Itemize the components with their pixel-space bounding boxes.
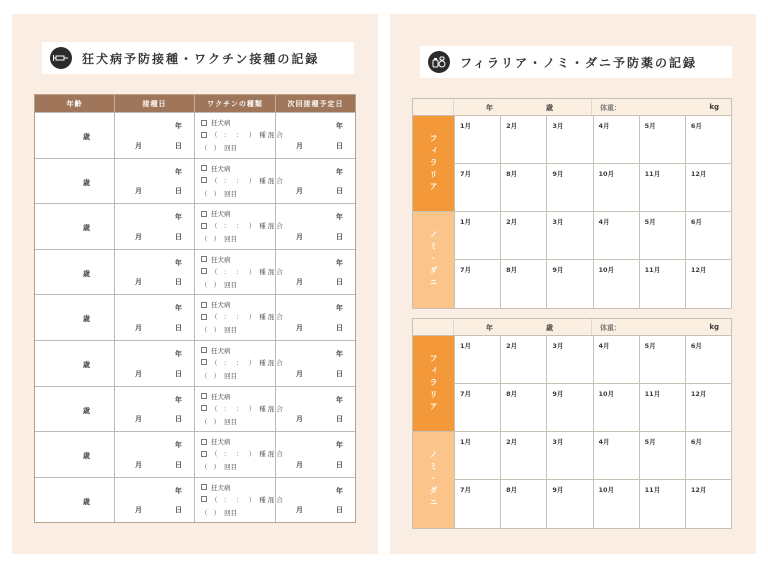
table-row (35, 112, 355, 158)
day-unit: 日 (175, 415, 182, 424)
month-unit: 月 (296, 460, 303, 469)
section-label: ノミ・ダニ (413, 432, 454, 528)
date-cell[interactable] (115, 204, 195, 249)
month-unit: 月 (135, 506, 142, 515)
month-cell[interactable]: 3月 (546, 212, 592, 260)
month-unit: 月 (135, 369, 142, 378)
month-grid (454, 116, 731, 211)
age-unit: 歳 (83, 269, 90, 278)
month-cell[interactable]: 5月 (639, 116, 685, 164)
age-unit: 歳 (83, 315, 90, 324)
dose-paren: （ ） (201, 371, 223, 380)
year-unit: 年 (336, 486, 343, 495)
year-unit: 年 (175, 441, 182, 450)
combo-label: 種 混 合 (259, 131, 283, 139)
month-cell[interactable]: 4月 (593, 116, 639, 164)
month-cell[interactable]: 12月 (685, 260, 731, 308)
date-cell[interactable] (115, 341, 195, 386)
combo-paren: （ ： ： ） (211, 131, 258, 139)
date-cell[interactable] (115, 387, 195, 432)
table-row (35, 249, 355, 295)
rabies-checkbox[interactable] (201, 211, 207, 217)
rabies-label: 狂犬病 (211, 255, 231, 264)
year-unit: 年 (336, 122, 343, 130)
month-cell[interactable]: 12月 (685, 384, 731, 432)
vaccine-table-header (35, 95, 355, 112)
day-unit: 日 (336, 369, 343, 378)
prevention-section (413, 432, 731, 528)
combo-label: 種 混 合 (259, 176, 283, 185)
dose-label: 回目 (224, 144, 238, 152)
year-unit: 年 (336, 304, 343, 313)
rabies-checkbox[interactable] (201, 484, 207, 490)
year-unit: 年 (175, 122, 182, 130)
vaccine-record-page (12, 14, 378, 554)
combo-paren: （ ： ： ） (211, 450, 258, 459)
kg-unit: kg (709, 103, 719, 111)
dose-label: 回目 (224, 280, 238, 289)
vaccine-type-cell (195, 204, 283, 249)
day-unit: 日 (175, 232, 182, 241)
combo-checkbox[interactable] (201, 132, 207, 138)
combo-label: 種 混 合 (259, 404, 283, 413)
month-unit: 月 (296, 278, 303, 287)
year-unit: 年 (175, 349, 182, 358)
month-cell[interactable]: 9月 (546, 164, 592, 212)
day-unit: 日 (336, 141, 343, 150)
combo-checkbox[interactable] (201, 177, 207, 183)
rabies-label: 狂犬病 (211, 392, 231, 401)
year-unit: 年 (336, 213, 343, 222)
prevention-title-bar (420, 46, 732, 78)
next-date-cell[interactable] (276, 250, 355, 295)
year-unit: 年 (336, 441, 343, 450)
section-label: ノミ・ダニ (413, 212, 454, 308)
dose-label: 回目 (224, 235, 238, 244)
dose-paren: （ ） (201, 189, 223, 198)
year-unit: 年 (486, 104, 493, 112)
month-cell[interactable]: 5月 (639, 336, 685, 384)
combo-paren: （ ： ： ） (211, 495, 258, 504)
day-unit: 日 (175, 323, 182, 332)
rabies-checkbox[interactable] (201, 439, 207, 445)
month-grid (454, 336, 731, 431)
month-unit: 月 (135, 141, 142, 150)
age-unit: 歳 (83, 178, 90, 187)
month-cell[interactable]: 10月 (593, 260, 639, 308)
rabies-checkbox[interactable] (201, 165, 207, 171)
dose-label: 回目 (224, 189, 238, 198)
day-unit: 日 (336, 232, 343, 241)
age-cell[interactable] (35, 204, 115, 249)
rabies-checkbox[interactable] (201, 347, 207, 353)
month-cell[interactable]: 7月 (454, 260, 500, 308)
day-unit: 日 (175, 141, 182, 150)
page-title: フィラリア・ノミ・ダニ予防薬の記録 (460, 55, 698, 70)
dose-label: 回目 (224, 463, 238, 472)
month-cell[interactable]: 6月 (685, 116, 731, 164)
year-unit: 年 (336, 349, 343, 358)
year-unit: 年 (175, 395, 182, 404)
age-cell[interactable] (35, 432, 115, 477)
day-unit: 日 (336, 278, 343, 287)
dose-paren: （ ） (201, 508, 223, 517)
month-cell[interactable]: 4月 (593, 212, 639, 260)
rabies-label: 狂犬病 (211, 438, 231, 447)
month-cell[interactable]: 1月 (454, 116, 500, 164)
dose-paren: （ ） (201, 417, 223, 426)
day-unit: 日 (175, 369, 182, 378)
combo-paren: （ ： ： ） (211, 358, 258, 367)
month-cell[interactable]: 6月 (685, 432, 731, 480)
day-unit: 日 (336, 506, 343, 515)
month-cell[interactable]: 1月 (454, 432, 500, 480)
table-row (35, 477, 355, 523)
weight-label: 体重： (600, 324, 621, 332)
month-cell[interactable]: 7月 (454, 384, 500, 432)
month-cell[interactable]: 8月 (500, 164, 546, 212)
dose-label: 回目 (224, 371, 238, 380)
date-cell[interactable] (115, 250, 195, 295)
syringe-icon (50, 47, 72, 69)
age-cell[interactable] (35, 295, 115, 340)
next-date-cell[interactable] (276, 478, 355, 523)
vaccine-type-cell (195, 113, 283, 158)
prevention-table (412, 98, 732, 309)
month-cell[interactable]: 10月 (593, 480, 639, 528)
rabies-label: 狂犬病 (211, 346, 231, 355)
prevention-section (413, 116, 731, 212)
month-cell[interactable]: 2月 (500, 432, 546, 480)
age-unit: 歳 (83, 224, 90, 233)
age-unit: 歳 (546, 104, 553, 112)
age-unit: 歳 (83, 406, 90, 415)
prevention-section (413, 212, 731, 308)
table-row (35, 340, 355, 386)
combo-checkbox[interactable] (201, 223, 207, 229)
prevention-table-header (413, 99, 731, 116)
month-cell[interactable]: 7月 (454, 480, 500, 528)
date-cell[interactable] (115, 478, 195, 523)
rabies-checkbox[interactable] (201, 393, 207, 399)
combo-paren: （ ： ： ） (211, 222, 258, 231)
table-row (35, 386, 355, 432)
combo-paren: （ ： ： ） (211, 176, 258, 185)
table-row (35, 294, 355, 340)
header-date: 接種日 (115, 95, 195, 112)
dose-paren: （ ） (201, 326, 223, 335)
year-unit: 年 (486, 324, 493, 332)
vaccine-table (34, 94, 356, 523)
dose-paren: （ ） (201, 235, 223, 244)
combo-label: 種 混 合 (259, 495, 283, 504)
vaccine-type-cell (195, 478, 283, 523)
combo-checkbox[interactable] (201, 268, 207, 274)
age-cell[interactable] (35, 159, 115, 204)
rabies-checkbox[interactable] (201, 256, 207, 262)
age-cell[interactable] (35, 387, 115, 432)
month-unit: 月 (296, 187, 303, 196)
dose-label: 回目 (224, 508, 238, 517)
year-unit: 年 (175, 213, 182, 222)
year-unit: 年 (336, 258, 343, 267)
header-age: 年齢 (35, 95, 115, 112)
month-cell[interactable]: 6月 (685, 212, 731, 260)
header-vaccine-type: ワクチンの種類 (195, 95, 276, 112)
combo-checkbox[interactable] (201, 314, 207, 320)
next-date-cell[interactable] (276, 159, 355, 204)
month-cell[interactable]: 11月 (639, 384, 685, 432)
date-cell[interactable] (115, 159, 195, 204)
month-unit: 月 (296, 323, 303, 332)
next-date-cell[interactable] (276, 432, 355, 477)
age-unit: 歳 (83, 452, 90, 461)
month-unit: 月 (296, 415, 303, 424)
prevention-section (413, 336, 731, 432)
age-cell[interactable] (35, 250, 115, 295)
month-cell[interactable]: 4月 (593, 336, 639, 384)
age-cell[interactable] (35, 478, 115, 523)
dose-paren: （ ） (201, 144, 223, 152)
age-cell[interactable] (35, 341, 115, 386)
month-cell[interactable]: 8月 (500, 384, 546, 432)
month-cell[interactable]: 4月 (593, 432, 639, 480)
combo-checkbox[interactable] (201, 405, 207, 411)
combo-label: 種 混 合 (259, 267, 283, 276)
day-unit: 日 (336, 415, 343, 424)
rabies-checkbox[interactable] (201, 120, 207, 126)
year-unit: 年 (175, 167, 182, 176)
month-unit: 月 (296, 141, 303, 150)
month-cell[interactable]: 6月 (685, 336, 731, 384)
age-cell[interactable] (35, 113, 115, 158)
month-cell[interactable]: 2月 (500, 116, 546, 164)
combo-label: 種 混 合 (259, 222, 283, 231)
prevention-record-page (390, 14, 756, 554)
table-row (35, 203, 355, 249)
day-unit: 日 (336, 460, 343, 469)
month-unit: 月 (135, 232, 142, 241)
combo-label: 種 混 合 (259, 313, 283, 322)
day-unit: 日 (175, 506, 182, 515)
month-cell[interactable]: 10月 (593, 164, 639, 212)
weight-field[interactable] (592, 319, 731, 335)
month-cell[interactable]: 7月 (454, 164, 500, 212)
date-cell[interactable] (115, 113, 195, 158)
combo-label: 種 混 合 (259, 358, 283, 367)
dose-label: 回目 (224, 417, 238, 426)
month-unit: 月 (135, 460, 142, 469)
month-cell[interactable]: 1月 (454, 336, 500, 384)
table-row (35, 431, 355, 477)
combo-label: 種 混 合 (259, 450, 283, 459)
vaccine-title-bar (42, 42, 354, 74)
month-cell[interactable]: 9月 (546, 384, 592, 432)
year-unit: 年 (175, 486, 182, 495)
prevention-table (412, 318, 732, 529)
month-cell[interactable]: 1月 (454, 212, 500, 260)
date-cell[interactable] (115, 295, 195, 340)
age-unit: 歳 (83, 360, 90, 369)
year-unit: 年 (336, 395, 343, 404)
rabies-label: 狂犬病 (211, 119, 231, 127)
month-grid (454, 212, 731, 308)
month-cell[interactable]: 11月 (639, 480, 685, 528)
month-cell[interactable]: 11月 (639, 260, 685, 308)
month-grid (454, 432, 731, 528)
dose-label: 回目 (224, 326, 238, 335)
rabies-label: 狂犬病 (211, 483, 231, 492)
vaccine-type-cell (195, 159, 283, 204)
age-unit: 歳 (83, 133, 90, 141)
prevention-table-header (413, 319, 731, 336)
year-unit: 年 (336, 167, 343, 176)
combo-paren: （ ： ： ） (211, 404, 258, 413)
month-cell[interactable]: 3月 (546, 432, 592, 480)
month-cell[interactable]: 10月 (593, 384, 639, 432)
page-title: 狂犬病予防接種・ワクチン接種の記録 (82, 51, 320, 66)
month-unit: 月 (135, 415, 142, 424)
next-date-cell[interactable] (276, 341, 355, 386)
month-unit: 月 (135, 323, 142, 332)
month-cell[interactable]: 11月 (639, 164, 685, 212)
month-unit: 月 (296, 506, 303, 515)
month-cell[interactable]: 12月 (685, 164, 731, 212)
day-unit: 日 (175, 460, 182, 469)
combo-paren: （ ： ： ） (211, 313, 258, 322)
year-unit: 年 (175, 258, 182, 267)
age-unit: 歳 (546, 324, 553, 332)
vaccine-type-cell (195, 250, 283, 295)
rabies-label: 狂犬病 (211, 210, 231, 219)
table-row (35, 158, 355, 204)
combo-paren: （ ： ： ） (211, 267, 258, 276)
month-cell[interactable]: 12月 (685, 480, 731, 528)
day-unit: 日 (175, 278, 182, 287)
dose-paren: （ ） (201, 463, 223, 472)
age-unit: 歳 (83, 497, 90, 506)
vaccine-type-cell (195, 432, 283, 477)
section-label: フィラリア (413, 116, 454, 211)
month-cell[interactable]: 2月 (500, 336, 546, 384)
vaccine-type-cell (195, 295, 283, 340)
year-unit: 年 (175, 304, 182, 313)
next-date-cell[interactable] (276, 113, 355, 158)
date-cell[interactable] (115, 432, 195, 477)
kg-unit: kg (709, 323, 719, 331)
month-cell[interactable]: 9月 (546, 480, 592, 528)
month-cell[interactable]: 9月 (546, 260, 592, 308)
age-field[interactable] (454, 99, 592, 115)
next-date-cell[interactable] (276, 387, 355, 432)
rabies-checkbox[interactable] (201, 302, 207, 308)
next-date-cell[interactable] (276, 295, 355, 340)
header-next-date: 次回接種予定日 (287, 99, 344, 108)
weight-label: 体重： (600, 104, 621, 112)
dose-paren: （ ） (201, 280, 223, 289)
weight-field[interactable] (592, 99, 731, 115)
vaccine-type-cell (195, 387, 283, 432)
combo-checkbox[interactable] (201, 359, 207, 365)
rabies-label: 狂犬病 (211, 301, 231, 310)
age-field[interactable] (454, 319, 592, 335)
month-cell[interactable]: 5月 (639, 432, 685, 480)
next-date-cell[interactable] (276, 204, 355, 249)
combo-checkbox[interactable] (201, 496, 207, 502)
vaccine-type-cell (195, 341, 283, 386)
month-cell[interactable]: 8月 (500, 260, 546, 308)
month-cell[interactable]: 3月 (546, 116, 592, 164)
day-unit: 日 (336, 323, 343, 332)
month-unit: 月 (135, 278, 142, 287)
month-unit: 月 (296, 369, 303, 378)
rabies-label: 狂犬病 (211, 164, 231, 173)
month-cell[interactable]: 3月 (546, 336, 592, 384)
month-unit: 月 (135, 187, 142, 196)
day-unit: 日 (175, 187, 182, 196)
month-cell[interactable]: 8月 (500, 480, 546, 528)
month-cell[interactable]: 2月 (500, 212, 546, 260)
month-unit: 月 (296, 232, 303, 241)
medicine-icon (428, 51, 450, 73)
combo-checkbox[interactable] (201, 451, 207, 457)
section-label: フィラリア (413, 336, 454, 431)
day-unit: 日 (336, 187, 343, 196)
month-cell[interactable]: 5月 (639, 212, 685, 260)
